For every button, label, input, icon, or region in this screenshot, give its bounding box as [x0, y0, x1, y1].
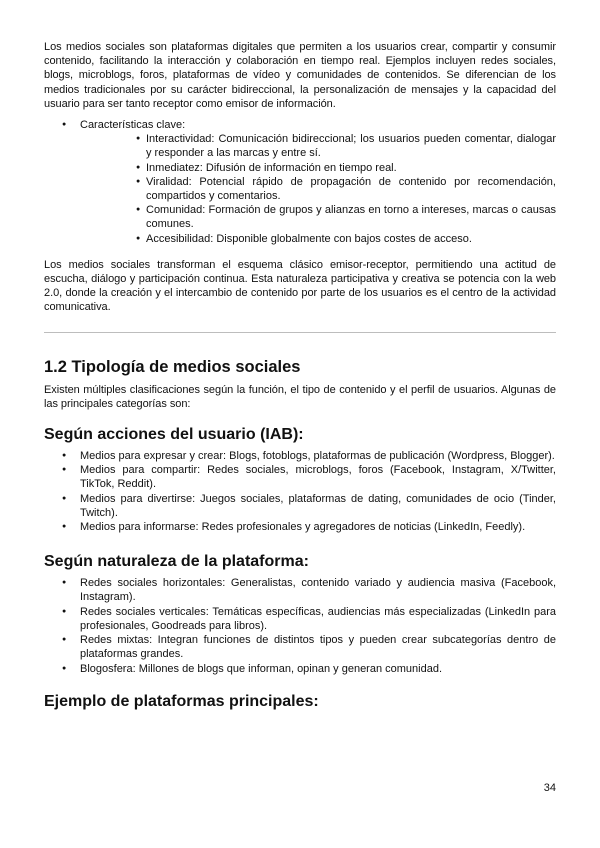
features-list: [44, 118, 556, 246]
list-item: ● Redes sociales verticales: Temáticas específicas, audiencias más especializadas (LinkedIn para profesionales, Goodreads para libros).: [44, 605, 556, 633]
by-platform-heading: Según naturaleza de la plataforma:: [44, 553, 309, 571]
section-intro: Existen múltiples clasificaciones según la función, el tipo de contenido y el perfil de usuarios. Algunas de las principales categorías son:: [44, 383, 556, 410]
by-action-list: [44, 449, 556, 534]
features-label: ● Características clave: ● Interactividad: Comunicación bidireccional; los usuarios pueden comentar, dialogar y responder a las marcas y entre sí. ● Inmediatez: Difusión de información en tiempo real. ● Viralidad: Potencial rápido de propagación de contenido por recomendación, compartidos y comentarios. ● Comunidad: Formación de grupos y alianzas en torno a intereses, marcas o causas comunes. ● Accesibilidad: Disponible globalmente con bajos costes de acceso.: [44, 118, 556, 246]
list-item: ● Medios para compartir: Redes sociales, microblogs, foros (Facebook, Instagram, X/Twitter, TikTok, Reddit).: [44, 463, 556, 491]
list-item: ● Inmediatez: Difusión de información en tiempo real.: [80, 161, 556, 175]
list-item: ● Interactividad: Comunicación bidireccional; los usuarios pueden comentar, dialogar y responder a las marcas y entre sí.: [80, 132, 556, 160]
page-number: 34: [543, 782, 556, 794]
features-sublist: [80, 132, 556, 246]
document-page: [44, 40, 556, 712]
list-item: ● Accesibilidad: Disponible globalmente con bajos costes de acceso.: [80, 232, 556, 246]
list-item: ● Viralidad: Potencial rápido de propagación de contenido por recomendación, compartidos y comentarios.: [80, 175, 556, 203]
list-item: ● Comunidad: Formación de grupos y alianzas en torno a intereses, marcas o causas comunes.: [80, 203, 556, 231]
list-item: ● Blogosfera: Millones de blogs que informan, opinan y generan comunidad.: [44, 662, 556, 676]
list-item: ● Redes mixtas: Integran funciones de distintos tipos y pueden crear subcategorías dentro de plataformas grandes.: [44, 633, 556, 661]
examples-heading: Ejemplo de plataformas principales:: [44, 692, 319, 710]
by-platform-list: [44, 576, 556, 675]
transform-paragraph: Los medios sociales transforman el esquema clásico emisor-receptor, permitiendo una actitud de escucha, diálogo y participación continua. Esta naturaleza participativa y creativa se potencia con la web 2.0, donde la creación y el intercambio de contenido por parte de los usuarios es el centro de la actividad comunicativa.: [44, 258, 556, 314]
section-title: 1.2 Tipología de medios sociales: [44, 357, 301, 376]
section-divider: [44, 332, 556, 333]
intro-paragraph: Los medios sociales son plataformas digitales que permiten a los usuarios crear, compartir y consumir contenido, facilitando la interacción y colaboración en tiempo real. Ejemplos incluyen redes sociales, blogs, microblogs, foros, plataformas de vídeo y comunidades de contenidos. Se diferencian de los medios tradicionales por su carácter bidireccional, la personalización de mensajes y la capacidad del usuario para ser tanto receptor como emisor de información.: [44, 41, 556, 110]
list-item: ● Medios para expresar y crear: Blogs, fotoblogs, plataformas de publicación (Wordpress, Blogger).: [44, 449, 556, 463]
list-item: ● Medios para divertirse: Juegos sociales, plataformas de dating, comunidades de ocio (Tinder, Twitch).: [44, 492, 556, 520]
list-item: ● Medios para informarse: Redes profesionales y agregadores de noticias (LinkedIn, Feedly).: [44, 520, 556, 534]
list-item: ● Redes sociales horizontales: Generalistas, contenido variado y audiencia masiva (Facebook, Instagram).: [44, 576, 556, 604]
by-action-heading: Según acciones del usuario (IAB):: [44, 426, 304, 444]
